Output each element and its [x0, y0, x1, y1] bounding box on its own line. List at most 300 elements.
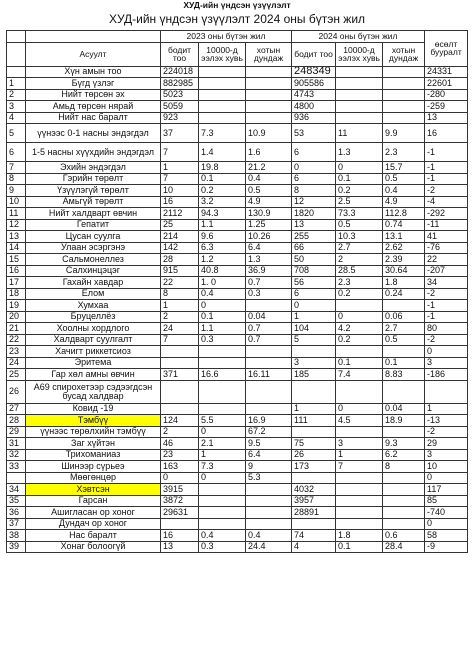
row-index-cell[interactable]: 13 [7, 231, 26, 243]
indicator-label-cell[interactable]: Салхинцэцэг [26, 265, 161, 277]
avg-2023-cell[interactable] [246, 346, 292, 358]
abs-2023-cell[interactable]: 1 [161, 300, 199, 312]
rate-2023-cell[interactable]: 1. 0 [199, 277, 246, 289]
row-index-cell[interactable]: 10 [7, 196, 26, 208]
abs-2024-cell[interactable]: 1 [292, 403, 336, 415]
rate-2024-cell[interactable]: 2 [336, 254, 383, 266]
row-index-cell[interactable]: 19 [7, 300, 26, 312]
rate-2024-cell[interactable]: 0.2 [336, 334, 383, 346]
rate-2023-cell[interactable]: 16.6 [199, 369, 246, 381]
rate-2023-cell[interactable] [199, 495, 246, 507]
header-blank-cell[interactable] [7, 31, 26, 43]
avg-2024-cell[interactable]: 9.3 [383, 438, 425, 450]
abs-2024-cell[interactable] [292, 346, 336, 358]
avg-2024-cell[interactable]: 0.5 [383, 173, 425, 185]
abs-2024-cell[interactable]: 28891 [292, 507, 336, 519]
avg-2023-cell[interactable] [246, 300, 292, 312]
row-index-cell[interactable]: 34 [7, 484, 26, 496]
indicator-label-cell[interactable]: Хонаг болоогүй [26, 541, 161, 553]
avg-2024-cell[interactable]: 6.2 [383, 449, 425, 461]
indicator-label-cell[interactable]: Нийт нас баралт [26, 112, 161, 124]
change-cell[interactable]: -207 [425, 265, 468, 277]
rate-2023-cell[interactable]: 0.4 [199, 530, 246, 542]
row-index-cell[interactable]: 36 [7, 507, 26, 519]
abs-2023-cell[interactable]: 1 [161, 162, 199, 174]
rate-2024-cell[interactable] [336, 426, 383, 438]
row-index-cell[interactable]: 24 [7, 357, 26, 369]
change-cell[interactable]: -740 [425, 507, 468, 519]
abs-2024-cell[interactable]: 6 [292, 173, 336, 185]
rate-2023-cell[interactable]: 1.4 [199, 143, 246, 162]
change-cell[interactable]: -1 [425, 173, 468, 185]
rate-2024-cell[interactable]: 0 [336, 311, 383, 323]
rate-2024-cell[interactable] [336, 495, 383, 507]
row-index-cell[interactable]: 37 [7, 518, 26, 530]
change-cell[interactable]: -2 [425, 185, 468, 197]
abs-2023-cell[interactable]: 16 [161, 196, 199, 208]
rate-2024-cell[interactable] [336, 346, 383, 358]
rate-2024-cell[interactable]: 1.3 [336, 143, 383, 162]
rate-2023-cell[interactable]: 0 [199, 472, 246, 484]
indicator-label-cell[interactable]: Хэвтсэн [26, 484, 161, 496]
abs-2023-cell[interactable] [161, 357, 199, 369]
indicator-label-cell[interactable]: Цусан суулга [26, 231, 161, 243]
avg-2023-cell[interactable]: 0.7 [246, 277, 292, 289]
rate-2024-cell[interactable] [336, 484, 383, 496]
abs-2024-cell[interactable]: 111 [292, 415, 336, 427]
abs-2023-cell[interactable]: 5059 [161, 101, 199, 113]
abs-2023-cell[interactable]: 124 [161, 415, 199, 427]
rate-2024-cell[interactable] [336, 518, 383, 530]
avg-2023-cell[interactable]: 0.5 [246, 185, 292, 197]
rate-2024-cell[interactable] [336, 380, 383, 403]
rate-2023-cell[interactable]: 7.3 [199, 461, 246, 473]
avg-2023-cell[interactable] [246, 357, 292, 369]
indicator-label-cell[interactable]: Заг хүйтэн [26, 438, 161, 450]
indicator-label-cell[interactable]: Улаан эсэргэнэ [26, 242, 161, 254]
abs-2024-cell[interactable]: 185 [292, 369, 336, 381]
change-cell[interactable]: 0 [425, 518, 468, 530]
rate-2023-cell[interactable]: 0.4 [199, 288, 246, 300]
indicator-label-cell[interactable]: үүнээс төрөлхийн тэмбүү [26, 426, 161, 438]
header-group-2024[interactable]: 2024 оны бүтэн жил [292, 31, 425, 43]
change-cell[interactable]: 117 [425, 484, 468, 496]
abs-2024-cell[interactable]: 5 [292, 334, 336, 346]
rate-2023-cell[interactable]: 0.3 [199, 541, 246, 553]
avg-2024-cell[interactable] [383, 78, 425, 90]
avg-2024-cell[interactable]: 112.8 [383, 208, 425, 220]
abs-2024-cell[interactable] [292, 472, 336, 484]
avg-2023-cell[interactable]: 0.3 [246, 288, 292, 300]
rate-2023-cell[interactable]: 5.5 [199, 415, 246, 427]
abs-2024-cell[interactable]: 104 [292, 323, 336, 335]
indicator-label-cell[interactable]: Хачигт риккетсиоз [26, 346, 161, 358]
avg-2024-cell[interactable]: 0.74 [383, 219, 425, 231]
abs-2023-cell[interactable]: 7 [161, 334, 199, 346]
change-cell[interactable]: -13 [425, 415, 468, 427]
row-index-cell[interactable]: 15 [7, 254, 26, 266]
avg-2024-cell[interactable]: 2.7 [383, 323, 425, 335]
rate-2024-cell[interactable]: 1 [336, 449, 383, 461]
rate-2024-cell[interactable] [336, 89, 383, 101]
rate-2024-cell[interactable]: 3 [336, 438, 383, 450]
indicator-label-cell[interactable]: Нийт халдварт өвчин [26, 208, 161, 220]
change-cell[interactable]: -292 [425, 208, 468, 220]
rate-2024-cell[interactable]: 0 [336, 403, 383, 415]
rate-2023-cell[interactable] [199, 518, 246, 530]
indicator-label-cell[interactable]: Бүгд үзлэг [26, 78, 161, 90]
abs-2023-cell[interactable]: 13 [161, 541, 199, 553]
change-cell[interactable]: 22601 [425, 78, 468, 90]
rate-2024-cell[interactable]: 73.3 [336, 208, 383, 220]
avg-2024-cell[interactable]: 0.5 [383, 334, 425, 346]
avg-2024-cell[interactable]: 13.1 [383, 231, 425, 243]
rate-2024-cell[interactable]: 0.5 [336, 219, 383, 231]
abs-2023-cell[interactable]: 37 [161, 124, 199, 143]
abs-2023-cell[interactable] [161, 518, 199, 530]
row-index-cell[interactable]: 3 [7, 101, 26, 113]
row-index-cell[interactable] [7, 472, 26, 484]
avg-2023-cell[interactable]: 4.9 [246, 196, 292, 208]
avg-2024-cell[interactable]: 0.04 [383, 403, 425, 415]
abs-2023-cell[interactable]: 3872 [161, 495, 199, 507]
population-2023[interactable]: 224018 [161, 66, 199, 78]
indicator-label-cell[interactable]: Эхийн эндэгдэл [26, 162, 161, 174]
avg-2023-cell[interactable] [246, 89, 292, 101]
avg-2023-cell[interactable]: 36.9 [246, 265, 292, 277]
abs-2024-cell[interactable] [292, 426, 336, 438]
rate-2024-cell[interactable]: 2.7 [336, 242, 383, 254]
change-cell[interactable]: 41 [425, 231, 468, 243]
avg-2024-cell[interactable] [383, 380, 425, 403]
abs-2024-cell[interactable]: 1820 [292, 208, 336, 220]
rate-2023-cell[interactable]: 0.3 [199, 334, 246, 346]
avg-2023-cell[interactable]: 9.5 [246, 438, 292, 450]
avg-2023-cell[interactable]: 24.4 [246, 541, 292, 553]
abs-2023-cell[interactable]: 7 [161, 143, 199, 162]
change-cell[interactable]: -1 [425, 311, 468, 323]
indicator-label-cell[interactable]: Ёлом [26, 288, 161, 300]
row-index-cell[interactable]: 32 [7, 449, 26, 461]
rate-2023-cell[interactable]: 0.2 [199, 185, 246, 197]
abs-2024-cell[interactable]: 0 [292, 300, 336, 312]
row-index-cell[interactable]: 1 [7, 78, 26, 90]
row-index-cell[interactable]: 2 [7, 89, 26, 101]
row-index-cell[interactable]: 27 [7, 403, 26, 415]
avg-2023-cell[interactable] [246, 495, 292, 507]
indicator-label-cell[interactable]: Нийт төрсөн эх [26, 89, 161, 101]
rate-2023-cell[interactable]: 3.2 [199, 196, 246, 208]
avg-2024-cell[interactable]: 2.3 [383, 143, 425, 162]
abs-2024-cell[interactable]: 3957 [292, 495, 336, 507]
change-cell[interactable]: 80 [425, 323, 468, 335]
avg-2023-cell[interactable] [246, 507, 292, 519]
abs-2024-cell[interactable]: 173 [292, 461, 336, 473]
abs-2024-cell[interactable]: 255 [292, 231, 336, 243]
avg-2023-cell[interactable]: 9 [246, 461, 292, 473]
abs-2024-cell[interactable]: 75 [292, 438, 336, 450]
avg-2024-cell[interactable]: 28.4 [383, 541, 425, 553]
rate-2023-cell[interactable]: 6.3 [199, 242, 246, 254]
indicator-label-cell[interactable]: Гарсан [26, 495, 161, 507]
avg-2023-cell[interactable]: 67.2 [246, 426, 292, 438]
row-index-cell[interactable]: 9 [7, 185, 26, 197]
empty-cell[interactable] [246, 66, 292, 78]
rate-2023-cell[interactable]: 0 [199, 300, 246, 312]
abs-2024-cell[interactable]: 1 [292, 311, 336, 323]
abs-2024-cell[interactable]: 6 [292, 288, 336, 300]
avg-2024-cell[interactable]: 0.4 [383, 185, 425, 197]
avg-2024-cell[interactable]: 0.24 [383, 288, 425, 300]
change-cell[interactable]: -2 [425, 426, 468, 438]
rate-2024-cell[interactable] [336, 101, 383, 113]
rate-2024-cell[interactable]: 0.1 [336, 173, 383, 185]
abs-2024-cell[interactable]: 8 [292, 185, 336, 197]
abs-2023-cell[interactable]: 3915 [161, 484, 199, 496]
row-index-cell[interactable]: 28 [7, 415, 26, 427]
avg-2023-cell[interactable]: 0.04 [246, 311, 292, 323]
abs-2023-cell[interactable]: 915 [161, 265, 199, 277]
abs-2023-cell[interactable]: 923 [161, 112, 199, 124]
header-group-2023[interactable]: 2023 оны бүтэн жил [161, 31, 292, 43]
avg-2023-cell[interactable]: 130.9 [246, 208, 292, 220]
change-cell[interactable]: -280 [425, 89, 468, 101]
abs-2023-cell[interactable]: 882985 [161, 78, 199, 90]
avg-2024-cell[interactable] [383, 426, 425, 438]
row-index-cell[interactable]: 7 [7, 162, 26, 174]
row-index-cell[interactable]: 4 [7, 112, 26, 124]
avg-2023-cell[interactable]: 16.11 [246, 369, 292, 381]
change-cell[interactable]: -1 [425, 300, 468, 312]
avg-2023-cell[interactable]: 10.26 [246, 231, 292, 243]
avg-2024-cell[interactable]: 1.8 [383, 277, 425, 289]
indicator-label-cell[interactable]: Гахайн хавдар [26, 277, 161, 289]
avg-2023-cell[interactable] [246, 403, 292, 415]
change-cell[interactable]: -11 [425, 219, 468, 231]
rate-2023-cell[interactable]: 40.8 [199, 265, 246, 277]
row-index-cell[interactable]: 22 [7, 334, 26, 346]
avg-2023-cell[interactable]: 16.9 [246, 415, 292, 427]
indicator-label-cell[interactable]: Ковид -19 [26, 403, 161, 415]
abs-2023-cell[interactable] [161, 403, 199, 415]
avg-2023-cell[interactable] [246, 78, 292, 90]
header-rate-2024[interactable]: 10000-д ээлэх хувь [336, 42, 383, 66]
row-index-cell[interactable]: 35 [7, 495, 26, 507]
change-cell[interactable]: 13 [425, 112, 468, 124]
header-blank-cell[interactable] [26, 31, 161, 43]
abs-2023-cell[interactable]: 28 [161, 254, 199, 266]
avg-2023-cell[interactable]: 0.7 [246, 334, 292, 346]
rate-2024-cell[interactable]: 0 [336, 162, 383, 174]
header-indicator[interactable]: Асуулт [26, 42, 161, 66]
change-cell[interactable]: 1 [425, 403, 468, 415]
rate-2023-cell[interactable]: 1 [199, 449, 246, 461]
row-index-cell[interactable]: 6 [7, 143, 26, 162]
rate-2023-cell[interactable]: 9.6 [199, 231, 246, 243]
avg-2024-cell[interactable] [383, 518, 425, 530]
avg-2024-cell[interactable] [383, 101, 425, 113]
rate-2024-cell[interactable]: 7.4 [336, 369, 383, 381]
abs-2023-cell[interactable]: 46 [161, 438, 199, 450]
population-2024[interactable]: 248349 [292, 66, 336, 78]
abs-2024-cell[interactable]: 13 [292, 219, 336, 231]
rate-2024-cell[interactable]: 2.3 [336, 277, 383, 289]
abs-2023-cell[interactable]: 142 [161, 242, 199, 254]
row-index-cell[interactable]: 29 [7, 426, 26, 438]
change-cell[interactable]: 16 [425, 124, 468, 143]
abs-2024-cell[interactable]: 4800 [292, 101, 336, 113]
empty-cell[interactable] [383, 66, 425, 78]
rate-2023-cell[interactable]: 1.1 [199, 323, 246, 335]
abs-2023-cell[interactable]: 22 [161, 277, 199, 289]
row-index-cell[interactable]: 11 [7, 208, 26, 220]
abs-2023-cell[interactable]: 29631 [161, 507, 199, 519]
abs-2023-cell[interactable]: 23 [161, 449, 199, 461]
abs-2023-cell[interactable]: 10 [161, 185, 199, 197]
change-cell[interactable]: 3 [425, 449, 468, 461]
avg-2024-cell[interactable]: 15.7 [383, 162, 425, 174]
indicator-label-cell[interactable]: Хоолны хордлого [26, 323, 161, 335]
rate-2023-cell[interactable]: 1.1 [199, 219, 246, 231]
avg-2023-cell[interactable]: 0.4 [246, 173, 292, 185]
row-index-cell[interactable]: 16 [7, 265, 26, 277]
change-cell[interactable]: -186 [425, 369, 468, 381]
avg-2023-cell[interactable]: 10.9 [246, 124, 292, 143]
population-label[interactable]: Хүн амын тоо [26, 66, 161, 78]
abs-2023-cell[interactable]: 371 [161, 369, 199, 381]
abs-2023-cell[interactable]: 214 [161, 231, 199, 243]
rate-2024-cell[interactable]: 0.2 [336, 185, 383, 197]
rate-2023-cell[interactable]: 7.3 [199, 124, 246, 143]
abs-2024-cell[interactable] [292, 380, 336, 403]
abs-2023-cell[interactable]: 16 [161, 530, 199, 542]
abs-2024-cell[interactable]: 56 [292, 277, 336, 289]
indicator-label-cell[interactable]: Мөөгөнцөр [26, 472, 161, 484]
abs-2024-cell[interactable]: 4743 [292, 89, 336, 101]
rate-2023-cell[interactable]: 94.3 [199, 208, 246, 220]
avg-2024-cell[interactable] [383, 495, 425, 507]
row-index-cell[interactable]: 25 [7, 369, 26, 381]
indicator-label-cell[interactable]: Амьд төрсөн нярай [26, 101, 161, 113]
row-index-cell[interactable]: 33 [7, 461, 26, 473]
abs-2023-cell[interactable]: 2 [161, 311, 199, 323]
empty-cell[interactable] [336, 66, 383, 78]
abs-2024-cell[interactable] [292, 518, 336, 530]
row-index-cell[interactable]: 21 [7, 323, 26, 335]
row-index-cell[interactable]: 39 [7, 541, 26, 553]
rate-2023-cell[interactable] [199, 380, 246, 403]
row-index-cell[interactable]: 20 [7, 311, 26, 323]
abs-2023-cell[interactable]: 2112 [161, 208, 199, 220]
abs-2024-cell[interactable]: 74 [292, 530, 336, 542]
abs-2023-cell[interactable] [161, 346, 199, 358]
avg-2024-cell[interactable]: 0.06 [383, 311, 425, 323]
indicator-label-cell[interactable]: Бруцеллёз [26, 311, 161, 323]
avg-2023-cell[interactable] [246, 101, 292, 113]
avg-2024-cell[interactable]: 8.83 [383, 369, 425, 381]
rate-2023-cell[interactable]: 1.2 [199, 254, 246, 266]
rate-2024-cell[interactable] [336, 507, 383, 519]
abs-2024-cell[interactable]: 50 [292, 254, 336, 266]
abs-2023-cell[interactable]: 2 [161, 426, 199, 438]
indicator-label-cell[interactable]: Эритема [26, 357, 161, 369]
change-cell[interactable]: 85 [425, 495, 468, 507]
indicator-label-cell[interactable]: Ашигласан ор хоног [26, 507, 161, 519]
abs-2024-cell[interactable]: 66 [292, 242, 336, 254]
avg-2024-cell[interactable]: 8 [383, 461, 425, 473]
rate-2024-cell[interactable]: 0.2 [336, 288, 383, 300]
change-cell[interactable]: 0 [425, 472, 468, 484]
population-change[interactable]: 24331 [425, 66, 468, 78]
rate-2024-cell[interactable]: 2.5 [336, 196, 383, 208]
abs-2024-cell[interactable]: 26 [292, 449, 336, 461]
row-index-cell[interactable]: 18 [7, 288, 26, 300]
abs-2024-cell[interactable]: 4032 [292, 484, 336, 496]
avg-2024-cell[interactable] [383, 472, 425, 484]
change-cell[interactable]: -4 [425, 196, 468, 208]
avg-2024-cell[interactable]: 0.1 [383, 357, 425, 369]
rate-2023-cell[interactable]: 0.1 [199, 311, 246, 323]
abs-2024-cell[interactable]: 6 [292, 143, 336, 162]
rate-2023-cell[interactable] [199, 101, 246, 113]
avg-2023-cell[interactable]: 0.7 [246, 323, 292, 335]
avg-2024-cell[interactable]: 4.9 [383, 196, 425, 208]
rate-2023-cell[interactable] [199, 89, 246, 101]
row-index-cell[interactable]: 31 [7, 438, 26, 450]
rate-2024-cell[interactable]: 11 [336, 124, 383, 143]
change-cell[interactable]: 10 [425, 461, 468, 473]
avg-2023-cell[interactable] [246, 112, 292, 124]
indicator-label-cell[interactable]: Шинээр сүрьеэ [26, 461, 161, 473]
rate-2024-cell[interactable] [336, 112, 383, 124]
abs-2023-cell[interactable]: 163 [161, 461, 199, 473]
indicator-label-cell[interactable]: Гэрийн төрөлт [26, 173, 161, 185]
header-change[interactable]: өсөлт бууралт [425, 31, 468, 67]
abs-2024-cell[interactable]: 12 [292, 196, 336, 208]
avg-2023-cell[interactable]: 0.4 [246, 530, 292, 542]
avg-2023-cell[interactable]: 1.3 [246, 254, 292, 266]
change-cell[interactable]: 34 [425, 277, 468, 289]
avg-2023-cell[interactable]: 1.25 [246, 219, 292, 231]
avg-2023-cell[interactable]: 21.2 [246, 162, 292, 174]
change-cell[interactable] [425, 380, 468, 403]
abs-2024-cell[interactable]: 905586 [292, 78, 336, 90]
avg-2023-cell[interactable]: 5.3 [246, 472, 292, 484]
abs-2024-cell[interactable]: 936 [292, 112, 336, 124]
indicator-label-cell[interactable]: Гепатит [26, 219, 161, 231]
indicator-label-cell[interactable]: A69 спирохетээр сэдээгдсэн бусад халдвар [26, 380, 161, 403]
rate-2023-cell[interactable] [199, 484, 246, 496]
change-cell[interactable]: -76 [425, 242, 468, 254]
change-cell[interactable]: -2 [425, 288, 468, 300]
rate-2024-cell[interactable]: 28.5 [336, 265, 383, 277]
row-index-cell[interactable]: 5 [7, 124, 26, 143]
avg-2023-cell[interactable]: 6.4 [246, 242, 292, 254]
indicator-label-cell[interactable]: Нас баралт [26, 530, 161, 542]
avg-2023-cell[interactable] [246, 518, 292, 530]
change-cell[interactable]: 22 [425, 254, 468, 266]
avg-2023-cell[interactable]: 1.6 [246, 143, 292, 162]
indicator-label-cell[interactable]: Гар хөл амны өвчин [26, 369, 161, 381]
abs-2023-cell[interactable]: 24 [161, 323, 199, 335]
rate-2024-cell[interactable]: 10.3 [336, 231, 383, 243]
row-index-cell[interactable]: 14 [7, 242, 26, 254]
rate-2024-cell[interactable]: 4.5 [336, 415, 383, 427]
row-index-cell[interactable]: 23 [7, 346, 26, 358]
row-index-cell[interactable]: 26 [7, 380, 26, 403]
rate-2023-cell[interactable] [199, 507, 246, 519]
change-cell[interactable]: 0 [425, 346, 468, 358]
